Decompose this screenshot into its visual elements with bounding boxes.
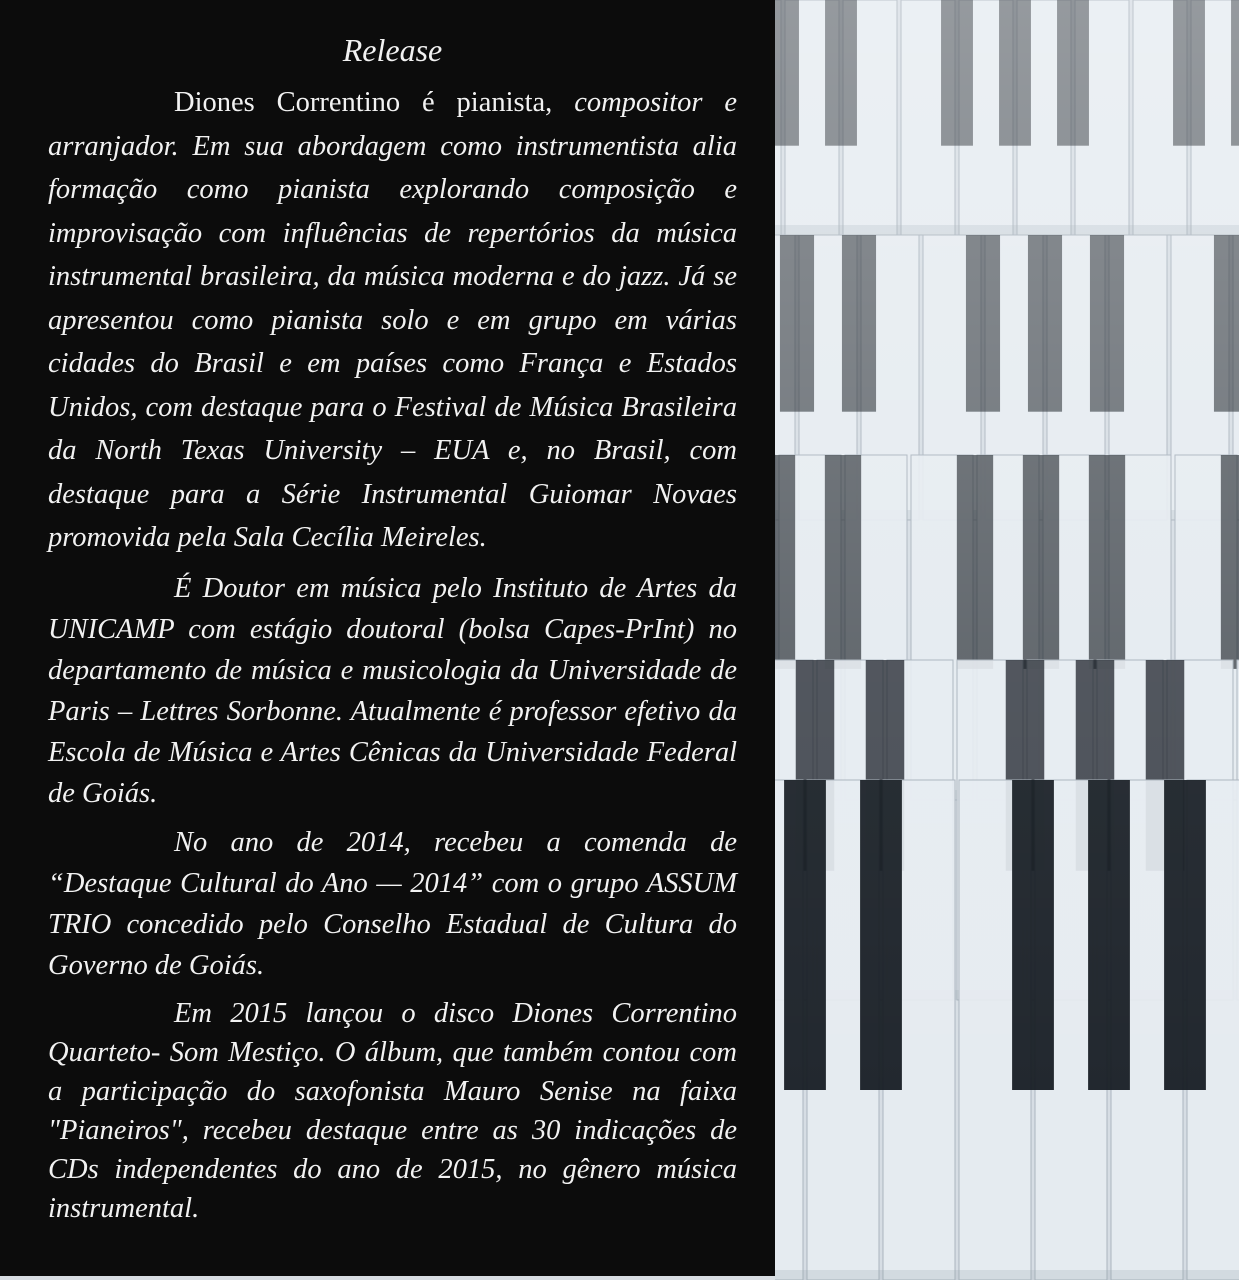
piano-keys-icon xyxy=(775,0,1239,1280)
paragraph-biography xyxy=(48,81,737,560)
paragraph-award: No ano de 2014, recebeu a comenda de “Destaque Cultural do Ano — 2014” com o grupo ASSUM TRIO concedido pelo Conselho Estadual de Cultura do Governo de Goiás. xyxy=(48,826,737,981)
paragraph-education: É Doutor em música pelo Instituto de Artes da UNICAMP com estágio doutoral (bolsa Capes-PrInt) no departamento de música e musicologia da Universidade de Paris – Lettres Sorbonne. Atualmente é professor efetivo da Escola de Música e Artes Cênicas da Universidade Federal de Goiás. xyxy=(48,572,737,809)
piano-keys-image xyxy=(775,0,1239,1280)
bottom-strip xyxy=(0,1276,775,1280)
page-title: Release xyxy=(342,32,443,68)
paragraph-album: Em 2015 lançou o disco Diones Correntino Quarteto- Som Mestiço. O álbum, que também contou com a participação do saxofonista Mauro Senise na faixa "Pianeiros", recebeu destaque entre as 30 indicações de CDs independentes do ano de 2015, no gênero música instrumental. xyxy=(48,997,737,1224)
paragraph-biography-rest: compositor e arranjador. Em sua abordagem como instrumentista alia formação como pianista explorando composição e improvisação com influências de repertórios da música instrumental brasileira, da música moderna e do jazz. Já se apresentou como pianista solo e em grupo em várias cidades do Brasil e em países como França e Estados Unidos, com destaque para o Festival de Música Brasileira da North Texas University – EUA e, no Brasil, com destaque para a Série Instrumental Guiomar Novaes promovida pela Sala Cecília Meireles. xyxy=(48,87,737,553)
paragraph-biography-lead: Diones Correntino é pianista, xyxy=(174,87,575,118)
